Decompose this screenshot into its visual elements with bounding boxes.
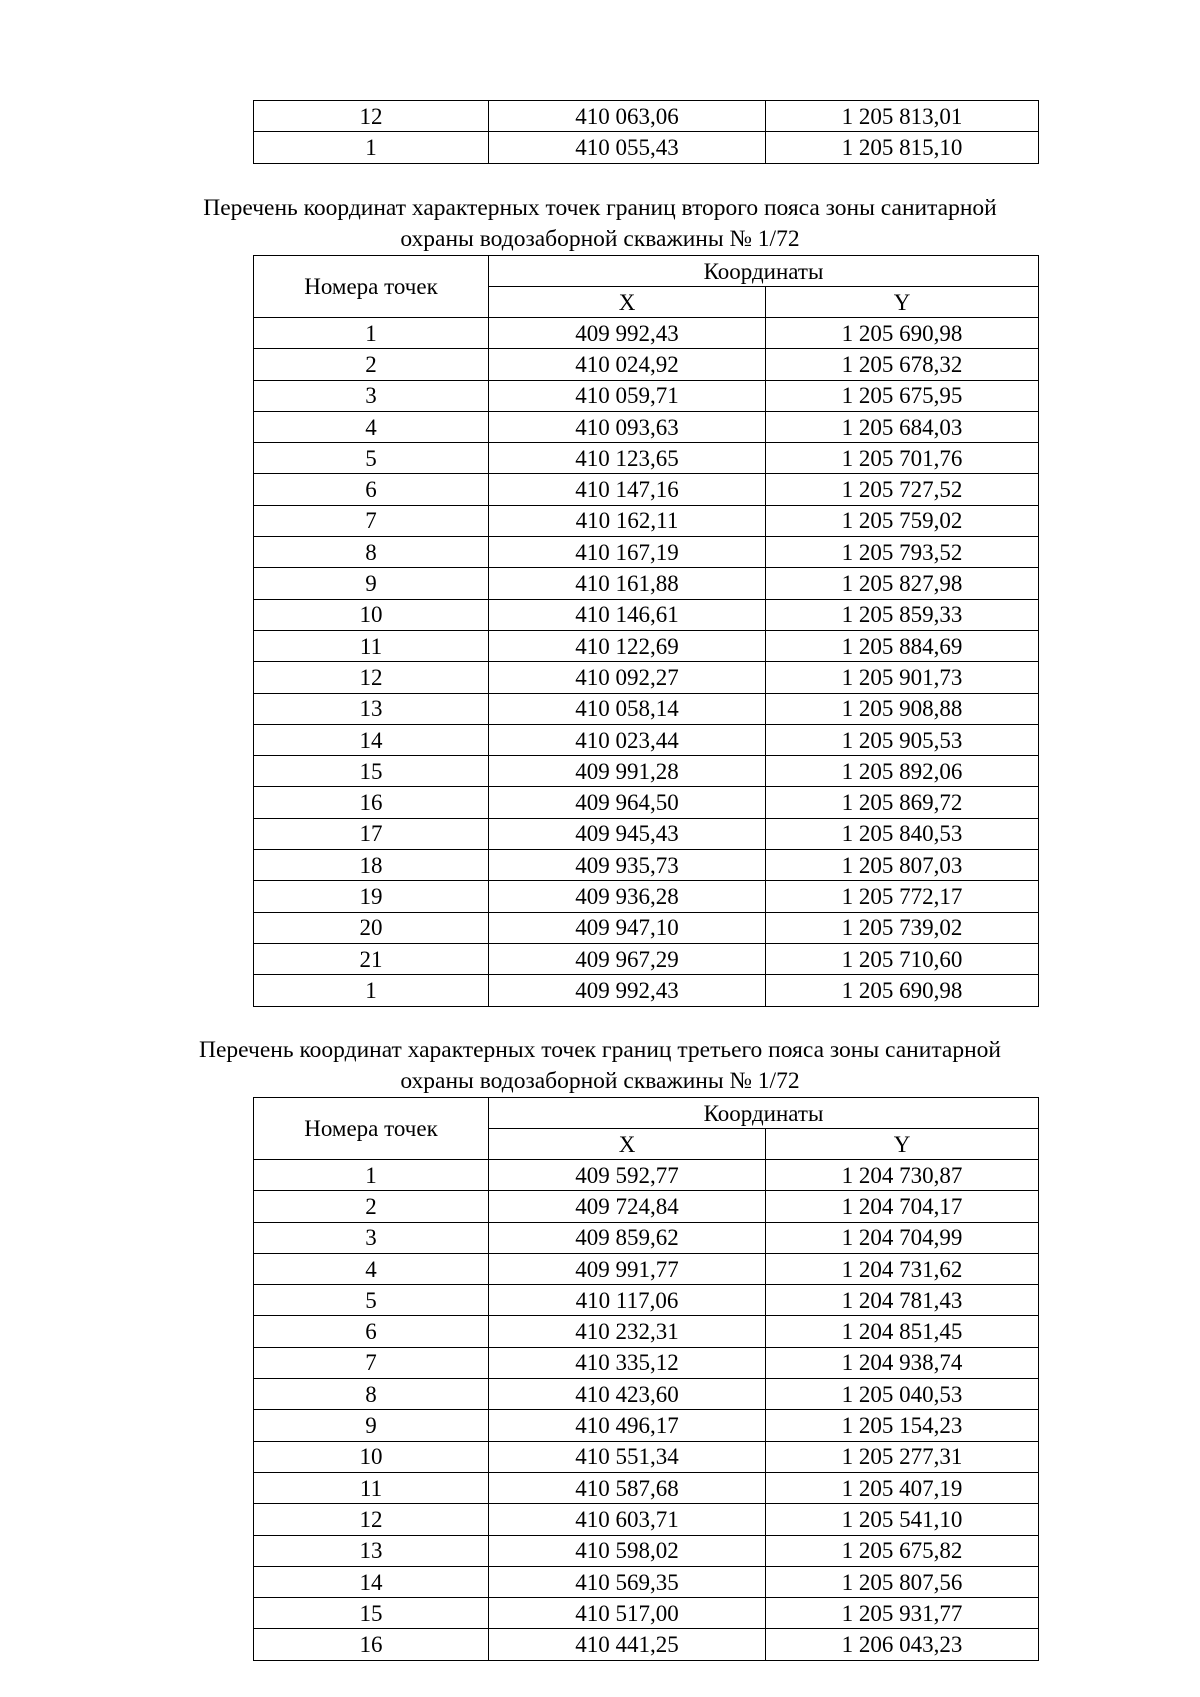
x-coordinate-cell: 410 517,00 bbox=[489, 1598, 766, 1629]
table-row bbox=[254, 975, 1039, 1006]
x-coordinate-cell: 410 147,16 bbox=[489, 474, 766, 505]
table-row bbox=[254, 1410, 1039, 1441]
y-coordinate-cell: 1 205 901,73 bbox=[766, 662, 1039, 693]
point-number-cell: 2 bbox=[254, 1191, 489, 1222]
points-column-header: Номера точек bbox=[254, 256, 489, 318]
coordinates-column-header: Координаты bbox=[489, 256, 1039, 287]
x-coordinate-cell: 410 146,61 bbox=[489, 599, 766, 630]
y-column-header: Y bbox=[766, 1129, 1039, 1160]
x-coordinate-cell: 410 063,06 bbox=[489, 101, 766, 132]
table-row bbox=[254, 349, 1039, 380]
y-coordinate-cell: 1 204 704,17 bbox=[766, 1191, 1039, 1222]
x-coordinate-cell: 410 551,34 bbox=[489, 1441, 766, 1472]
zone3-caption bbox=[150, 1035, 1050, 1097]
y-coordinate-cell: 1 205 807,56 bbox=[766, 1566, 1039, 1597]
table-row bbox=[254, 1441, 1039, 1472]
x-coordinate-cell: 409 991,28 bbox=[489, 756, 766, 787]
y-coordinate-cell: 1 205 759,02 bbox=[766, 505, 1039, 536]
zone3-table-body bbox=[254, 1160, 1039, 1661]
point-number-cell: 11 bbox=[254, 1472, 489, 1503]
y-coordinate-cell: 1 205 690,98 bbox=[766, 975, 1039, 1006]
table-row bbox=[254, 1316, 1039, 1347]
x-coordinate-cell: 409 859,62 bbox=[489, 1222, 766, 1253]
coordinates-column-header: Координаты bbox=[489, 1098, 1039, 1129]
point-number-cell: 9 bbox=[254, 1410, 489, 1441]
point-number-cell: 18 bbox=[254, 850, 489, 881]
point-number-cell: 6 bbox=[254, 474, 489, 505]
x-coordinate-cell: 409 592,77 bbox=[489, 1160, 766, 1191]
y-coordinate-cell: 1 205 675,82 bbox=[766, 1535, 1039, 1566]
point-number-cell: 15 bbox=[254, 756, 489, 787]
table-row bbox=[254, 1191, 1039, 1222]
table-row bbox=[254, 1566, 1039, 1597]
point-number-cell: 20 bbox=[254, 912, 489, 943]
point-number-cell: 17 bbox=[254, 818, 489, 849]
y-coordinate-cell: 1 204 851,45 bbox=[766, 1316, 1039, 1347]
x-coordinate-cell: 410 232,31 bbox=[489, 1316, 766, 1347]
x-coordinate-cell: 410 441,25 bbox=[489, 1629, 766, 1660]
point-number-cell: 12 bbox=[254, 662, 489, 693]
table-row bbox=[254, 1535, 1039, 1566]
y-coordinate-cell: 1 204 730,87 bbox=[766, 1160, 1039, 1191]
point-number-cell: 1 bbox=[254, 318, 489, 349]
x-column-header: X bbox=[489, 1129, 766, 1160]
table-row bbox=[254, 599, 1039, 630]
table-row bbox=[254, 443, 1039, 474]
x-coordinate-cell: 409 724,84 bbox=[489, 1191, 766, 1222]
y-coordinate-cell: 1 205 678,32 bbox=[766, 349, 1039, 380]
x-coordinate-cell: 410 496,17 bbox=[489, 1410, 766, 1441]
point-number-cell: 10 bbox=[254, 1441, 489, 1472]
table-row bbox=[254, 537, 1039, 568]
y-coordinate-cell: 1 206 043,23 bbox=[766, 1629, 1039, 1660]
x-coordinate-cell: 410 059,71 bbox=[489, 380, 766, 411]
y-coordinate-cell: 1 205 884,69 bbox=[766, 630, 1039, 661]
point-number-cell: 5 bbox=[254, 443, 489, 474]
y-coordinate-cell: 1 205 541,10 bbox=[766, 1504, 1039, 1535]
zone2-caption-line2: охраны водозаборной скважины № 1/72 bbox=[400, 226, 800, 252]
table-row bbox=[254, 1504, 1039, 1535]
point-number-cell: 16 bbox=[254, 787, 489, 818]
table-row bbox=[254, 630, 1039, 661]
zone2-caption bbox=[150, 193, 1050, 255]
x-coordinate-cell: 410 024,92 bbox=[489, 349, 766, 380]
zone3-caption-line2: охраны водозаборной скважины № 1/72 bbox=[400, 1068, 800, 1094]
x-coordinate-cell: 410 023,44 bbox=[489, 724, 766, 755]
point-number-cell: 1 bbox=[254, 975, 489, 1006]
table-row bbox=[254, 318, 1039, 349]
point-number-cell: 7 bbox=[254, 505, 489, 536]
x-coordinate-cell: 409 947,10 bbox=[489, 912, 766, 943]
x-coordinate-cell: 410 123,65 bbox=[489, 443, 766, 474]
table-row bbox=[254, 380, 1039, 411]
table-row bbox=[254, 1222, 1039, 1253]
zone3-coordinates-table bbox=[253, 1097, 1039, 1661]
point-number-cell: 7 bbox=[254, 1347, 489, 1378]
y-column-header: Y bbox=[766, 287, 1039, 318]
y-coordinate-cell: 1 205 807,03 bbox=[766, 850, 1039, 881]
point-number-cell: 4 bbox=[254, 411, 489, 442]
table-row bbox=[254, 912, 1039, 943]
x-coordinate-cell: 409 935,73 bbox=[489, 850, 766, 881]
x-coordinate-cell: 410 161,88 bbox=[489, 568, 766, 599]
x-coordinate-cell: 409 967,29 bbox=[489, 943, 766, 974]
table-row bbox=[254, 787, 1039, 818]
x-coordinate-cell: 410 058,14 bbox=[489, 693, 766, 724]
table-row bbox=[254, 1253, 1039, 1284]
table-row bbox=[254, 756, 1039, 787]
y-coordinate-cell: 1 205 793,52 bbox=[766, 537, 1039, 568]
y-coordinate-cell: 1 205 827,98 bbox=[766, 568, 1039, 599]
point-number-cell: 12 bbox=[254, 1504, 489, 1535]
zone2-coordinates-table bbox=[253, 255, 1039, 1007]
zone2-table-body bbox=[254, 318, 1039, 1007]
y-coordinate-cell: 1 204 704,99 bbox=[766, 1222, 1039, 1253]
x-coordinate-cell: 410 598,02 bbox=[489, 1535, 766, 1566]
x-coordinate-cell: 409 964,50 bbox=[489, 787, 766, 818]
y-coordinate-cell: 1 205 739,02 bbox=[766, 912, 1039, 943]
y-coordinate-cell: 1 205 815,10 bbox=[766, 132, 1039, 163]
table-row bbox=[254, 1598, 1039, 1629]
table-row bbox=[254, 505, 1039, 536]
point-number-cell: 8 bbox=[254, 1379, 489, 1410]
point-number-cell: 16 bbox=[254, 1629, 489, 1660]
y-coordinate-cell: 1 205 772,17 bbox=[766, 881, 1039, 912]
x-coordinate-cell: 409 991,77 bbox=[489, 1253, 766, 1284]
x-coordinate-cell: 410 569,35 bbox=[489, 1566, 766, 1597]
x-coordinate-cell: 409 992,43 bbox=[489, 318, 766, 349]
x-coordinate-cell: 410 423,60 bbox=[489, 1379, 766, 1410]
table-row bbox=[254, 411, 1039, 442]
table-row bbox=[254, 881, 1039, 912]
x-coordinate-cell: 410 117,06 bbox=[489, 1285, 766, 1316]
x-column-header: X bbox=[489, 287, 766, 318]
y-coordinate-cell: 1 205 154,23 bbox=[766, 1410, 1039, 1441]
table-row bbox=[254, 101, 1039, 132]
y-coordinate-cell: 1 205 690,98 bbox=[766, 318, 1039, 349]
x-coordinate-cell: 409 945,43 bbox=[489, 818, 766, 849]
table-row bbox=[254, 1629, 1039, 1660]
point-number-cell: 21 bbox=[254, 943, 489, 974]
x-coordinate-cell: 410 167,19 bbox=[489, 537, 766, 568]
table-row bbox=[254, 474, 1039, 505]
table-row bbox=[254, 1472, 1039, 1503]
zone2-caption-line1: Перечень координат характерных точек границ второго пояса зоны санитарной bbox=[203, 195, 997, 221]
point-number-cell: 4 bbox=[254, 1253, 489, 1284]
point-number-cell: 5 bbox=[254, 1285, 489, 1316]
y-coordinate-cell: 1 205 892,06 bbox=[766, 756, 1039, 787]
y-coordinate-cell: 1 204 731,62 bbox=[766, 1253, 1039, 1284]
y-coordinate-cell: 1 205 869,72 bbox=[766, 787, 1039, 818]
y-coordinate-cell: 1 204 938,74 bbox=[766, 1347, 1039, 1378]
x-coordinate-cell: 410 335,12 bbox=[489, 1347, 766, 1378]
point-number-cell: 12 bbox=[254, 101, 489, 132]
y-coordinate-cell: 1 205 908,88 bbox=[766, 693, 1039, 724]
point-number-cell: 14 bbox=[254, 724, 489, 755]
y-coordinate-cell: 1 205 684,03 bbox=[766, 411, 1039, 442]
points-column-header: Номера точек bbox=[254, 1098, 489, 1160]
point-number-cell: 13 bbox=[254, 1535, 489, 1566]
y-coordinate-cell: 1 205 675,95 bbox=[766, 380, 1039, 411]
point-number-cell: 15 bbox=[254, 1598, 489, 1629]
y-coordinate-cell: 1 205 931,77 bbox=[766, 1598, 1039, 1629]
point-number-cell: 2 bbox=[254, 349, 489, 380]
zone3-table-header bbox=[254, 1098, 1039, 1160]
table-row bbox=[254, 568, 1039, 599]
point-number-cell: 3 bbox=[254, 380, 489, 411]
point-number-cell: 11 bbox=[254, 630, 489, 661]
zone2-table-header bbox=[254, 256, 1039, 318]
point-number-cell: 1 bbox=[254, 1160, 489, 1191]
y-coordinate-cell: 1 204 781,43 bbox=[766, 1285, 1039, 1316]
table-row bbox=[254, 818, 1039, 849]
zone3-caption-line1: Перечень координат характерных точек границ третьего пояса зоны санитарной bbox=[199, 1037, 1001, 1063]
point-number-cell: 9 bbox=[254, 568, 489, 599]
continuation-coordinates-table bbox=[253, 100, 1039, 164]
x-coordinate-cell: 410 092,27 bbox=[489, 662, 766, 693]
x-coordinate-cell: 410 162,11 bbox=[489, 505, 766, 536]
x-coordinate-cell: 410 603,71 bbox=[489, 1504, 766, 1535]
x-coordinate-cell: 410 587,68 bbox=[489, 1472, 766, 1503]
y-coordinate-cell: 1 205 727,52 bbox=[766, 474, 1039, 505]
table-row bbox=[254, 850, 1039, 881]
point-number-cell: 14 bbox=[254, 1566, 489, 1597]
point-number-cell: 10 bbox=[254, 599, 489, 630]
y-coordinate-cell: 1 205 859,33 bbox=[766, 599, 1039, 630]
table-row bbox=[254, 1379, 1039, 1410]
y-coordinate-cell: 1 205 710,60 bbox=[766, 943, 1039, 974]
y-coordinate-cell: 1 205 701,76 bbox=[766, 443, 1039, 474]
y-coordinate-cell: 1 205 040,53 bbox=[766, 1379, 1039, 1410]
table-row bbox=[254, 724, 1039, 755]
table-row bbox=[254, 693, 1039, 724]
point-number-cell: 6 bbox=[254, 1316, 489, 1347]
y-coordinate-cell: 1 205 840,53 bbox=[766, 818, 1039, 849]
table-row bbox=[254, 662, 1039, 693]
y-coordinate-cell: 1 205 905,53 bbox=[766, 724, 1039, 755]
point-number-cell: 13 bbox=[254, 693, 489, 724]
y-coordinate-cell: 1 205 813,01 bbox=[766, 101, 1039, 132]
point-number-cell: 1 bbox=[254, 132, 489, 163]
y-coordinate-cell: 1 205 407,19 bbox=[766, 1472, 1039, 1503]
continuation-table-body bbox=[254, 101, 1039, 164]
x-coordinate-cell: 409 936,28 bbox=[489, 881, 766, 912]
table-row bbox=[254, 1160, 1039, 1191]
x-coordinate-cell: 409 992,43 bbox=[489, 975, 766, 1006]
table-row bbox=[254, 132, 1039, 163]
point-number-cell: 19 bbox=[254, 881, 489, 912]
point-number-cell: 8 bbox=[254, 537, 489, 568]
table-row bbox=[254, 1285, 1039, 1316]
x-coordinate-cell: 410 122,69 bbox=[489, 630, 766, 661]
y-coordinate-cell: 1 205 277,31 bbox=[766, 1441, 1039, 1472]
table-row bbox=[254, 943, 1039, 974]
x-coordinate-cell: 410 093,63 bbox=[489, 411, 766, 442]
x-coordinate-cell: 410 055,43 bbox=[489, 132, 766, 163]
table-row bbox=[254, 1347, 1039, 1378]
point-number-cell: 3 bbox=[254, 1222, 489, 1253]
